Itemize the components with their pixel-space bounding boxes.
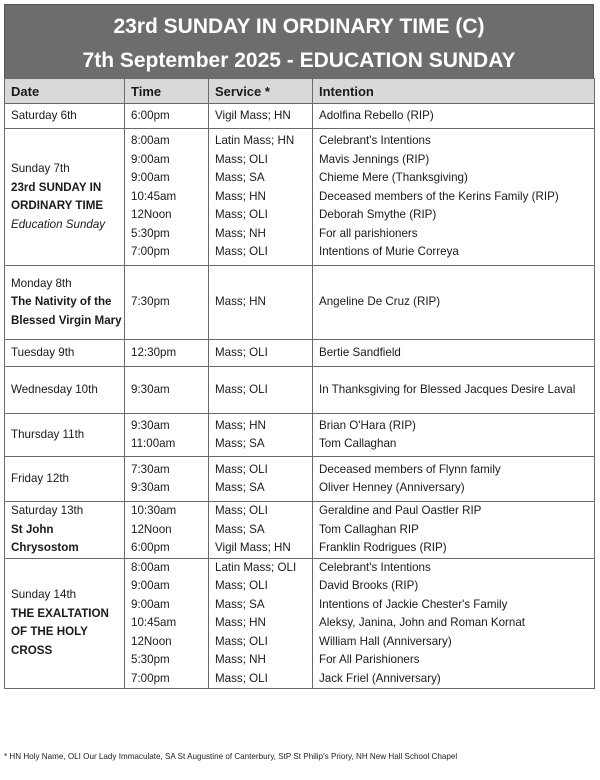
time-cell (125, 414, 209, 457)
intention-cell (313, 129, 595, 266)
page-subtitle: 7th September 2025 - EDUCATION SUNDAY (82, 49, 516, 72)
time-entry: 12:30pm (131, 345, 177, 359)
service-entry: Mass; NH (215, 653, 266, 666)
time-entry: 10:45am (131, 189, 177, 203)
service-entry: Mass; OLI (215, 504, 268, 517)
service-entry: Mass; SA (215, 171, 265, 185)
intention-entry: Mavis Jennings (RIP) (319, 152, 430, 166)
intention-entry: Chieme Mere (Thanksgiving) (319, 171, 468, 185)
date-cell (5, 457, 125, 502)
intention-cell (313, 457, 595, 502)
service-entry: Mass; HN (215, 189, 266, 203)
feast-label: St John Chrysostom (11, 522, 79, 554)
day-label: Sunday 14th (11, 588, 77, 602)
service-entry: Mass; SA (215, 481, 265, 494)
time-cell (125, 457, 209, 502)
service-entry: Mass; SA (215, 597, 265, 611)
intention-entry: Deborah Smythe (RIP) (319, 208, 437, 222)
time-entry: 12Noon (131, 634, 172, 648)
service-entry: Mass; OLI (215, 152, 268, 166)
feast-label: The Nativity of the Blessed Virgin Mary (11, 295, 122, 327)
time-cell (125, 129, 209, 266)
column-header-date: Date (5, 79, 125, 104)
table-row (5, 558, 595, 689)
intention-entry: For All Parishioners (319, 653, 420, 666)
table-row (5, 104, 595, 129)
table-row (5, 266, 595, 340)
service-cell (209, 129, 313, 266)
time-entry: 7:00pm (131, 671, 170, 685)
time-entry: 6:00pm (131, 108, 170, 122)
time-entry: 10:30am (131, 504, 177, 517)
intention-entry: Celebrant's Intentions (319, 560, 431, 574)
column-header-intention: Intention (313, 79, 595, 104)
time-entry: 5:30pm (131, 226, 170, 240)
service-entry: Mass; SA (215, 437, 265, 450)
table-row (5, 367, 595, 414)
service-cell (209, 367, 313, 414)
intention-entry: In Thanksgiving for Blessed Jacques Desire Laval (319, 382, 576, 396)
time-entry: 9:30am (131, 382, 170, 396)
service-entry: Mass; OLI (215, 382, 268, 396)
intention-entry: Deceased members of the Kerins Family (RIP) (319, 189, 559, 203)
footnote: * HN Holy Name, OLI Our Lady Immaculate, SA St Augustine of Canterbury, StP St Philip's Priory, NH New Hall School Chapel (4, 752, 458, 761)
service-entry: Latin Mass; HN (215, 134, 295, 148)
time-cell (125, 104, 209, 129)
intention-entry: Geraldine and Paul Oastler RIP (319, 504, 482, 517)
time-cell (125, 558, 209, 689)
date-cell (5, 502, 125, 559)
service-entry: Vigil Mass; HN (215, 541, 291, 554)
intention-entry: Tom Callaghan (319, 437, 397, 450)
intention-entry: Deceased members of Flynn family (319, 462, 501, 476)
column-header-service: Service * (209, 79, 313, 104)
mass-schedule-sheet (4, 4, 594, 689)
time-cell (125, 367, 209, 414)
service-entry: Mass; HN (215, 418, 266, 432)
table-row (5, 457, 595, 502)
time-entry: 11:00am (131, 437, 176, 450)
time-entry: 10:45am (131, 616, 177, 629)
time-entry: 9:30am (131, 418, 170, 432)
date-cell (5, 104, 125, 129)
table-row (5, 502, 595, 559)
service-entry: Mass; OLI (215, 579, 268, 592)
time-cell (125, 340, 209, 367)
date-cell (5, 558, 125, 689)
day-label: Saturday 13th (11, 504, 84, 517)
intention-entry: Intentions of Jackie Chester's Family (319, 597, 508, 611)
intention-cell (313, 558, 595, 689)
time-entry: 8:00am (131, 560, 170, 574)
service-cell (209, 266, 313, 340)
intention-entry: Tom Callaghan RIP (319, 522, 419, 536)
intention-cell (313, 340, 595, 367)
service-cell (209, 104, 313, 129)
table-header-row (5, 79, 595, 104)
day-note: Education Sunday (11, 217, 106, 231)
intention-cell (313, 502, 595, 559)
intention-cell (313, 414, 595, 457)
service-entry: Mass; OLI (215, 671, 268, 685)
service-entry: Mass; OLI (215, 208, 268, 222)
intention-entry: Adolfina Rebello (RIP) (319, 108, 434, 122)
time-entry: 7:00pm (131, 245, 170, 259)
day-label: Saturday 6th (11, 108, 77, 122)
time-entry: 8:00am (131, 134, 170, 148)
time-cell (125, 266, 209, 340)
intention-cell (313, 104, 595, 129)
intention-entry: Bertie Sandfield (319, 345, 401, 359)
intention-entry: Aleksy, Janina, John and Roman Kornat (319, 616, 526, 629)
day-label: Sunday 7th (11, 162, 70, 175)
service-entry: Mass; OLI (215, 462, 268, 476)
intention-entry: Franklin Rodrigues (RIP) (319, 541, 447, 554)
time-entry: 12Noon (131, 522, 172, 536)
service-cell (209, 457, 313, 502)
time-entry: 9:00am (131, 597, 170, 611)
day-label: Tuesday 9th (11, 345, 75, 359)
service-cell (209, 558, 313, 689)
schedule-table (4, 78, 595, 689)
time-entry: 9:00am (131, 171, 170, 185)
title-banner (4, 4, 594, 78)
intention-entry: Brian O'Hara (RIP) (319, 418, 416, 432)
service-entry: Mass; HN (215, 616, 266, 629)
intention-entry: Intentions of Murie Correya (319, 245, 459, 259)
page-title: 23rd SUNDAY IN ORDINARY TIME (C) (113, 15, 485, 38)
column-header-time: Time (125, 79, 209, 104)
service-cell (209, 414, 313, 457)
service-entry: Mass; OLI (215, 345, 268, 359)
time-entry: 5:30pm (131, 653, 170, 666)
table-row (5, 129, 595, 266)
table-row (5, 340, 595, 367)
intention-entry: Celebrant's Intentions (319, 134, 431, 148)
date-cell (5, 266, 125, 340)
intention-cell (313, 367, 595, 414)
feast-label: THE EXALTATION OF THE HOLY CROSS (11, 606, 109, 657)
date-cell (5, 129, 125, 266)
time-entry: 9:00am (131, 579, 170, 592)
intention-cell (313, 266, 595, 340)
schedule-body (5, 104, 595, 689)
service-entry: Mass; NH (215, 226, 266, 240)
day-label: Friday 12th (11, 471, 69, 485)
date-cell (5, 414, 125, 457)
service-entry: Vigil Mass; HN (215, 108, 291, 122)
day-label: Monday 8th (11, 276, 72, 290)
date-cell (5, 367, 125, 414)
service-entry: Mass; SA (215, 522, 265, 536)
intention-entry: Angeline De Cruz (RIP) (319, 295, 441, 309)
intention-entry: Oliver Henney (Anniversary) (319, 481, 465, 494)
intention-entry: David Brooks (RIP) (319, 579, 419, 592)
day-label: Wednesday 10th (11, 382, 98, 396)
date-cell (5, 340, 125, 367)
time-entry: 9:00am (131, 152, 170, 166)
feast-label: 23rd SUNDAY IN ORDINARY TIME (11, 180, 104, 212)
service-entry: Mass; HN (215, 295, 266, 309)
time-entry: 9:30am (131, 481, 170, 494)
service-entry: Mass; OLI (215, 245, 268, 259)
time-entry: 12Noon (131, 208, 172, 222)
service-entry: Latin Mass; OLI (215, 560, 297, 574)
time-entry: 7:30pm (131, 295, 170, 309)
day-label: Thursday 11th (11, 427, 85, 441)
intention-entry: Jack Friel (Anniversary) (319, 671, 441, 685)
service-cell (209, 340, 313, 367)
intention-entry: William Hall (Anniversary) (319, 634, 452, 648)
intention-entry: For all parishioners (319, 226, 418, 240)
time-cell (125, 502, 209, 559)
table-row (5, 414, 595, 457)
service-entry: Mass; OLI (215, 634, 268, 648)
time-entry: 7:30am (131, 462, 170, 476)
time-entry: 6:00pm (131, 541, 170, 554)
service-cell (209, 502, 313, 559)
